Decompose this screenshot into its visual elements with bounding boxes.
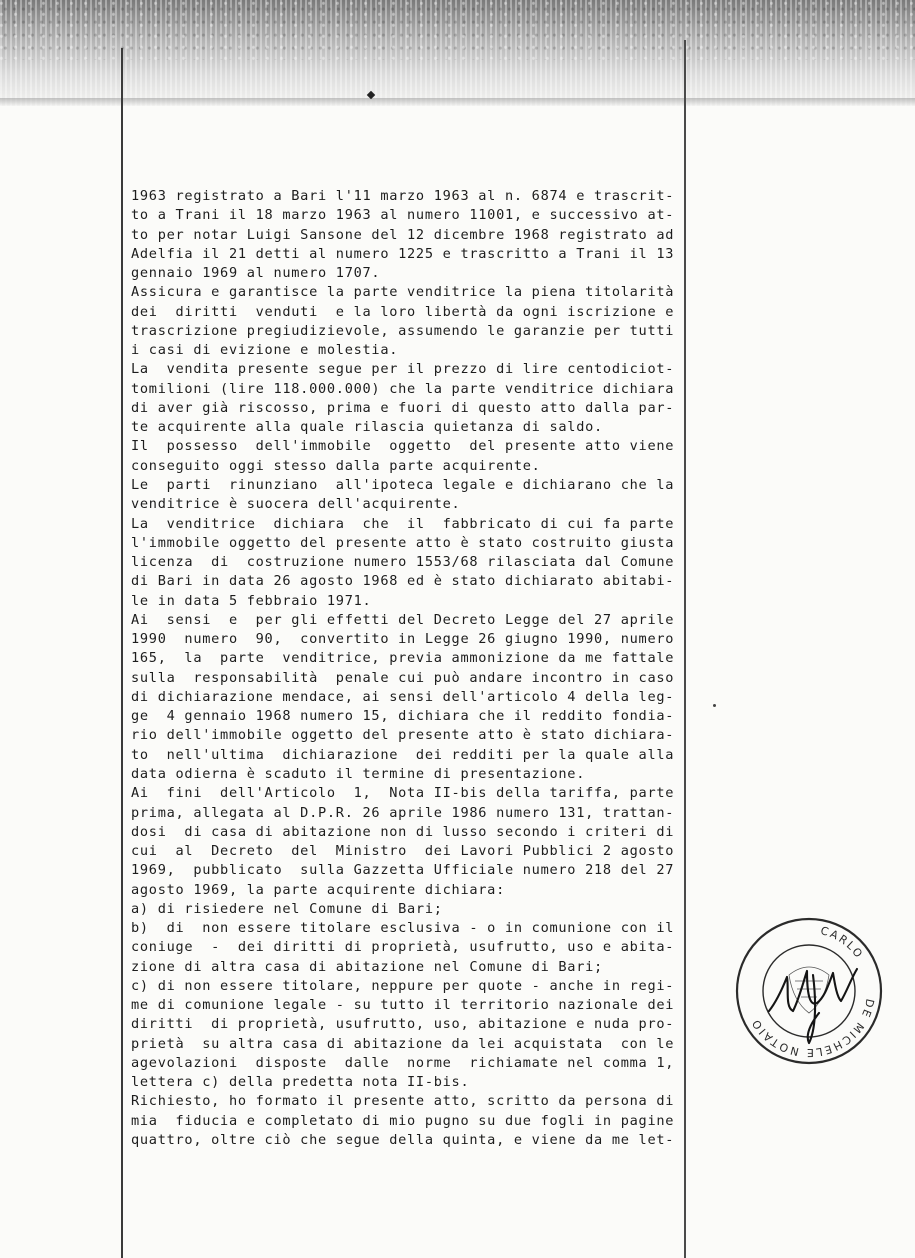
text-line: conseguito oggi stesso dalla parte acquirente. [131, 457, 541, 474]
text-line: agosto 1969, la parte acquirente dichiara: [131, 881, 505, 898]
text-line: Ai sensi e per gli effetti del Decreto Legge del 27 aprile [131, 611, 675, 628]
margin-mark [713, 704, 716, 707]
text-line: te acquirente alla quale rilascia quietanza di saldo. [131, 419, 603, 436]
text-line: to a Trani il 18 marzo 1963 al numero 11001, e successivo at- [131, 207, 675, 224]
text-line: 1969, pubblicato sulla Gazzetta Ufficiale numero 218 del 27 [131, 862, 675, 879]
text-line: dei diritti venduti e la loro libertà da ogni iscrizione e [131, 303, 675, 320]
svg-text:CARLO [819, 924, 866, 961]
text-line: Richiesto, ho formato il presente atto, scritto da persona di [131, 1093, 675, 1110]
text-line: licenza di costruzione numero 1553/68 rilasciata dal Comune [131, 554, 675, 571]
text-line: venditrice è suocera dell'acquirente. [131, 496, 461, 513]
text-line: La vendita presente segue per il prezzo di lire centodiciot- [131, 361, 675, 378]
text-line: Le parti rinunziano all'ipoteca legale e dichiarano che la [131, 476, 675, 493]
text-line: to nell'ultima dichiarazione dei redditi per la quale alla [131, 746, 675, 763]
text-line: 1963 registrato a Bari l'11 marzo 1963 al n. 6874 e trascrit- [131, 188, 675, 204]
text-line: di aver già riscosso, prima e fuori di questo atto dalla par- [131, 399, 675, 416]
text-line: agevolazioni disposte dalle norme richiamate nel comma 1, [131, 1054, 675, 1071]
text-line: di dichiarazione mendace, ai sensi dell'articolo 4 della leg- [131, 688, 675, 705]
text-line: Assicura e garantisce la parte venditrice la piena titolarità [131, 284, 675, 301]
text-line: prietà su altra casa di abitazione da lei acquistata con le [131, 1035, 675, 1052]
text-line: c) di non essere titolare, neppure per quote - anche in regi- [131, 977, 675, 994]
scan-edge [0, 98, 915, 106]
text-line: La venditrice dichiara che il fabbricato di cui fa parte [131, 515, 675, 532]
text-line: tomilioni (lire 118.000.000) che la parte venditrice dichiara [131, 380, 675, 397]
signature [769, 969, 857, 1043]
stamp-ring-text-top: DE MICHELE NOTAIO [748, 997, 877, 1060]
text-line: zione di altra casa di abitazione nel Comune di Bari; [131, 958, 603, 975]
text-line: lettera c) della predetta nota II-bis. [131, 1074, 470, 1091]
text-line: me di comunione legale - su tutto il territorio nazionale dei [131, 997, 675, 1014]
text-line: 165, la parte venditrice, previa ammonizione da me fattale [131, 650, 675, 667]
text-line: sulla responsabilità penale cui può andare incontro in caso [131, 669, 675, 686]
text-line: to per notar Luigi Sansone del 12 dicembre 1968 registrato ad [131, 226, 675, 243]
text-line: coniuge - dei diritti di proprietà, usufrutto, uso e abita- [131, 939, 675, 956]
text-line: di Bari in data 26 agosto 1968 ed è stato dichiarato abitabi- [131, 573, 675, 590]
text-line: Adelfia il 21 detti al numero 1225 e trascritto a Trani il 13 [131, 245, 675, 262]
text-line: diritti di proprietà, usufrutto, uso, abitazione e nuda pro- [131, 1016, 675, 1033]
text-line: 1990 numero 90, convertito in Legge 26 giugno 1990, numero [131, 631, 675, 648]
left-margin-rule [121, 48, 123, 1258]
notary-stamp-seal [733, 915, 885, 1067]
text-line: data odierna è scaduto il termine di presentazione. [131, 765, 586, 782]
text-line: dosi di casa di abitazione non di lusso secondo i criteri di [131, 823, 675, 840]
text-line: l'immobile oggetto del presente atto è stato costruito giusta [131, 534, 675, 551]
document-body [131, 187, 691, 1150]
scan-top-shadow [0, 0, 915, 106]
text-line: Il possesso dell'immobile oggetto del presente atto viene [131, 438, 675, 455]
text-line: ge 4 gennaio 1968 numero 15, dichiara che il reddito fondia- [131, 708, 675, 725]
text-line: b) di non essere titolare esclusiva - o in comunione con il [131, 920, 675, 937]
text-line: trascrizione pregiudizievole, assumendo le garanzie per tutti [131, 322, 675, 339]
stamp-ring-text-left: CARLO [819, 924, 867, 962]
text-line: le in data 5 febbraio 1971. [131, 592, 372, 609]
text-line: prima, allegata al D.P.R. 26 aprile 1986 numero 131, trattan- [131, 804, 675, 821]
text-line: mia fiducia e completato di mio pugno su due fogli in pagine [131, 1112, 675, 1129]
text-line: Ai fini dell'Articolo 1, Nota II-bis della tariffa, parte [131, 785, 675, 802]
text-line: i casi di evizione e molestia. [131, 342, 399, 359]
text-line: quattro, oltre ciò che segue della quinta, e viene da me let- [131, 1132, 675, 1149]
text-line: rio dell'immobile oggetto del presente atto è stato dichiara- [131, 727, 675, 744]
text-line: cui al Decreto del Ministro dei Lavori Pubblici 2 agosto [131, 843, 675, 860]
text-line: gennaio 1969 al numero 1707. [131, 265, 381, 282]
text-line: a) di risiedere nel Comune di Bari; [131, 900, 443, 917]
